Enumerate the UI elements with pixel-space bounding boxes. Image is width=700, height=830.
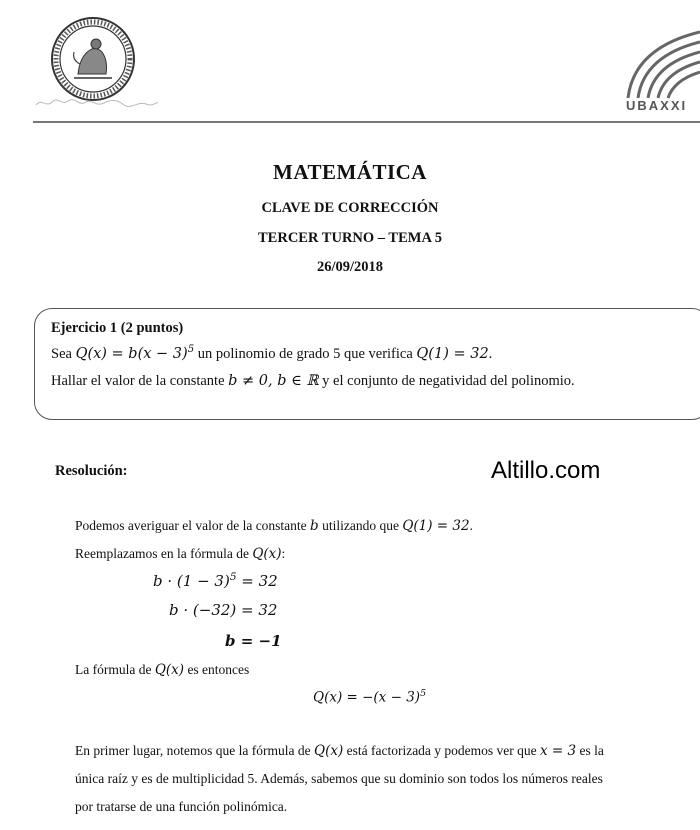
math-formula: Q(1) = 32	[402, 518, 470, 534]
paragraph	[75, 662, 249, 678]
math-var: b	[310, 518, 319, 534]
exercise-text: y el conjunto de negatividad del polinomio.	[318, 373, 575, 389]
polynomial-formula	[313, 688, 426, 706]
exercise-text: un polinomio de grado 5 que verifica	[194, 345, 417, 362]
equation-step-2: b · (−32) = 32	[169, 601, 278, 619]
paragraph-text: :	[281, 546, 286, 561]
exercise-heading: Ejercicio 1 (2 puntos)	[51, 320, 184, 336]
paragraph-text: En primer lugar, notemos que la fórmula de	[75, 743, 315, 758]
exercise-statement	[51, 344, 492, 363]
math-var: Q(x)	[314, 743, 344, 759]
paragraph	[75, 546, 285, 562]
exercise-task	[51, 373, 575, 390]
condition-formula: Q(1) = 32	[416, 345, 489, 362]
subtitle-clave: CLAVE DE CORRECCIÓN	[261, 200, 439, 216]
exam-date: 26/09/2018	[316, 259, 384, 275]
math-var: Q(x)	[252, 546, 282, 562]
watermark: Altillo.com	[491, 457, 601, 484]
paragraph-text: .	[469, 518, 473, 533]
polynomial-base: Q(x) = b(x − 3)	[75, 345, 188, 362]
header-divider	[33, 121, 700, 123]
paragraph-text: Reemplazamos en la fórmula de	[75, 546, 253, 561]
ubaxxi-logo-icon	[624, 28, 700, 100]
paragraph	[75, 743, 604, 759]
paragraph	[75, 518, 473, 534]
signature	[34, 96, 160, 110]
subtitle-turno: TERCER TURNO – TEMA 5	[258, 230, 442, 246]
paragraph-text: es entonces	[184, 662, 250, 677]
equation-step-1	[153, 571, 278, 590]
equation-base: b · (1 − 3)	[153, 572, 230, 590]
exercise-text: Sea	[51, 345, 76, 362]
paragraph-text: utilizando que	[318, 518, 403, 533]
math-formula: x = 3	[540, 743, 577, 759]
paragraph-text: Podemos averiguar el valor de la constante	[75, 518, 311, 533]
university-seal	[50, 16, 136, 102]
paragraph: por tratarse de una función polinómica.	[75, 799, 288, 814]
formula-exponent: 5	[420, 688, 427, 699]
exercise-text: .	[488, 345, 493, 362]
equation-rhs: = 32	[236, 572, 278, 590]
math-var: Q(x)	[154, 662, 185, 678]
polynomial-definition	[76, 346, 195, 362]
ubaxxi-logo-text: UBAXXI	[626, 98, 688, 113]
polynomial-exponent: 5	[187, 344, 195, 355]
constant-condition: b ≠ 0, b ∈ ℝ	[228, 373, 319, 389]
formula-base: Q(x) = −(x − 3)	[313, 689, 421, 706]
resolution-heading: Resolución:	[55, 463, 128, 479]
paragraph-text: está factorizada y podemos ver que	[343, 743, 541, 758]
paragraph: única raíz y es de multiplicidad 5. Además, sabemos que su dominio son todos los números reales	[75, 771, 603, 786]
exercise-text: Hallar el valor de la constante	[51, 373, 229, 389]
equation-exponent: 5	[229, 571, 237, 583]
equation-result: b = −1	[225, 632, 282, 650]
paragraph-text: La fórmula de	[75, 662, 155, 677]
paragraph-text: es la	[576, 743, 604, 758]
page-title: MATEMÁTICA	[273, 160, 427, 184]
